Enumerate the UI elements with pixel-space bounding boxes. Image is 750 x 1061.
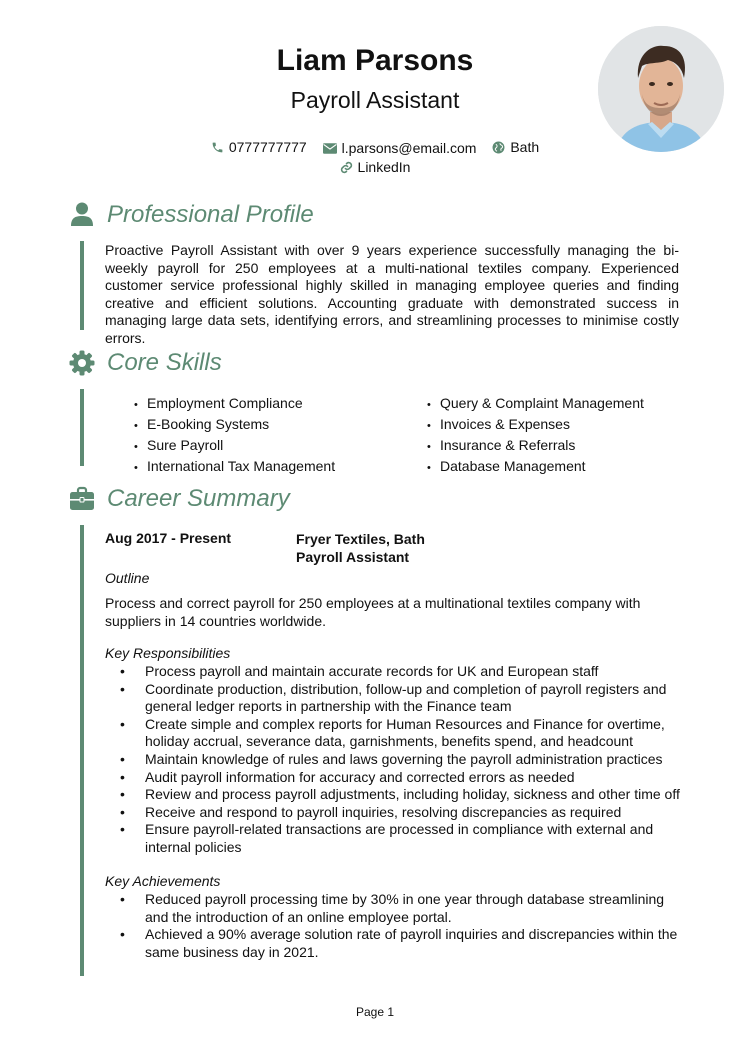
achievements-label: Key Achievements — [105, 873, 221, 889]
skills-list-left — [134, 394, 434, 478]
page-number: Page 1 — [355, 1005, 395, 1019]
outline-label: Outline — [105, 570, 150, 586]
job-dates: Aug 2017 - Present — [105, 530, 232, 546]
gear-icon — [69, 350, 95, 376]
envelope-icon — [323, 143, 337, 154]
location: Bath — [510, 139, 540, 155]
section-heading-profile: Professional Profile — [107, 201, 314, 228]
skill-item: • Invoices & Expenses — [427, 415, 727, 436]
job-title: Payroll Assistant — [290, 87, 460, 113]
email-address: l.parsons@email.com — [341, 140, 477, 156]
list-item: • Receive and respond to payroll inquiries, resolving discrepancies as required — [105, 804, 685, 822]
responsibilities-label: Key Responsibilities — [105, 645, 231, 661]
section-bar-career — [80, 525, 84, 976]
contact-linkedin[interactable] — [340, 157, 411, 177]
list-item: • Reduced payroll processing time by 30% in one year through database streamlining and the introduction of an online employee portal. — [105, 891, 685, 926]
linkedin-link: LinkedIn — [357, 159, 411, 175]
position-title: Payroll Assistant — [296, 549, 410, 565]
skill-item: • Sure Payroll — [134, 436, 434, 457]
achievements-list — [105, 891, 685, 961]
list-item: • Achieved a 90% average solution rate of payroll inquiries and discrepancies within the same business day in 2021. — [105, 926, 685, 961]
skill-item: • Query & Complaint Management — [427, 394, 727, 415]
section-bar-skills — [80, 389, 84, 466]
skills-list-right — [427, 394, 727, 478]
skill-item: • E-Booking Systems — [134, 415, 434, 436]
contact-line-2 — [0, 157, 750, 179]
profile-photo — [598, 26, 724, 152]
section-heading-career: Career Summary — [107, 485, 290, 512]
skill-item: • Employment Compliance — [134, 394, 434, 415]
section-bar-profile — [80, 241, 84, 330]
contact-location — [492, 137, 539, 157]
list-item: • Process payroll and maintain accurate records for UK and European staff — [105, 663, 685, 681]
skill-item: • Database Management — [427, 457, 727, 478]
globe-icon — [492, 141, 505, 154]
section-heading-skills: Core Skills — [107, 349, 222, 376]
company-name: Fryer Textiles, Bath — [296, 531, 425, 547]
link-icon — [340, 161, 353, 174]
profile-summary: Proactive Payroll Assistant with over 9 years experience successfully managing the bi-weekly payroll for 250 employees at a multi-national textiles company. Experienced customer service professional highly skilled in managing employee queries and finding creative and efficient solutions. Accounting graduate with demonstrated success in managing large data sets, identifying errors, and streamlining processes to minimise costly errors. — [105, 242, 679, 346]
responsibilities-list — [105, 663, 685, 857]
user-icon — [69, 201, 95, 227]
list-item: • Ensure payroll-related transactions are processed in compliance with external and internal policies — [105, 821, 685, 856]
outline-text: Process and correct payroll for 250 employees at a multinational textiles company with suppliers in 14 countries worldwide. — [105, 595, 641, 629]
briefcase-icon — [69, 486, 95, 512]
contact-email[interactable] — [323, 138, 477, 158]
job-employer — [296, 530, 425, 566]
skill-item: • International Tax Management — [134, 457, 434, 478]
skill-item: • Insurance & Referrals — [427, 436, 727, 457]
list-item: • Review and process payroll adjustments, including holiday, sickness and other time off — [105, 786, 685, 804]
candidate-name: Liam Parsons — [276, 44, 474, 77]
phone-number: 0777777777 — [228, 139, 307, 155]
list-item: • Audit payroll information for accuracy and corrected errors as needed — [105, 769, 685, 787]
contact-phone[interactable] — [211, 137, 307, 157]
list-item: • Coordinate production, distribution, follow-up and completion of payroll registers and general ledger reports in partnership with the Finance team — [105, 681, 685, 716]
list-item: • Maintain knowledge of rules and laws governing the payroll administration practices — [105, 751, 685, 769]
phone-icon — [211, 141, 224, 154]
list-item: • Create simple and complex reports for Human Resources and Finance for overtime, holiday accrual, severance data, garnishments, benefits spend, and headcount — [105, 716, 685, 751]
